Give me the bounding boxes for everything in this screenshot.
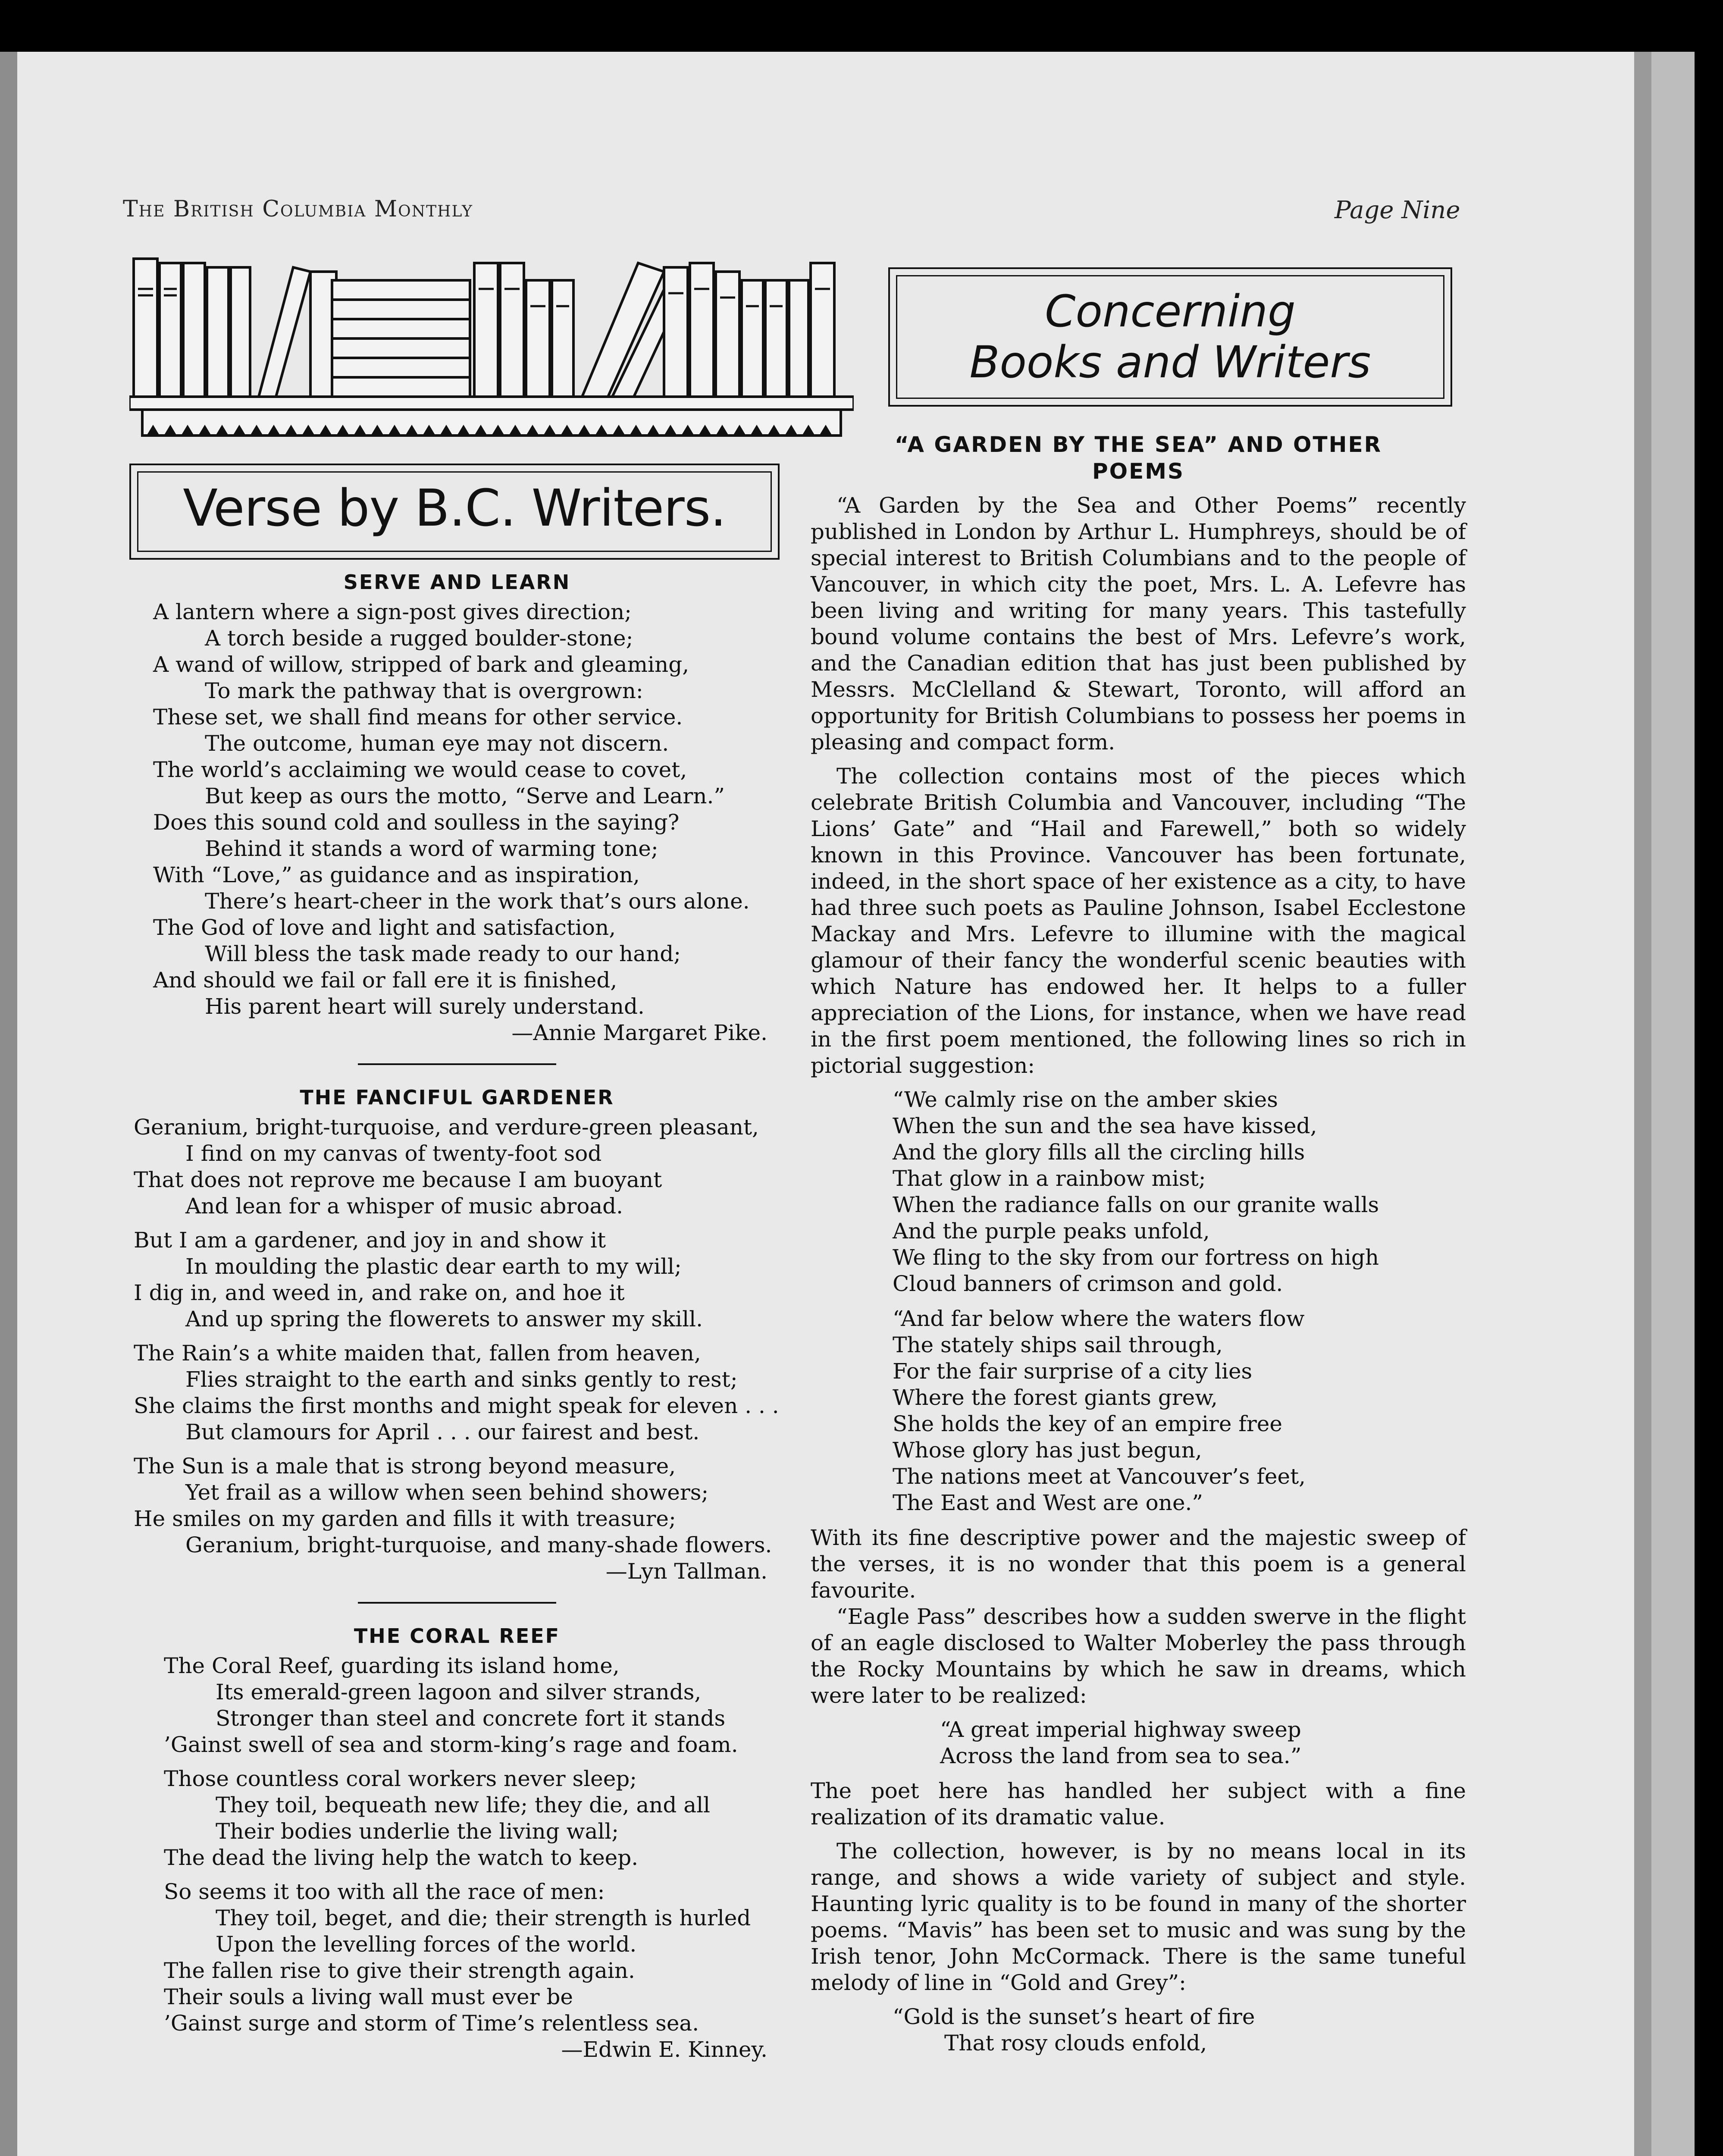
poem-line: They toil, bequeath new life; they die, and all: [216, 1792, 711, 1818]
poem-line: The outcome, human eye may not discern.: [205, 731, 669, 756]
article-paragraph: The poet here has handled her subject with a fine realization of its dramatic value.: [811, 1778, 1466, 1830]
poem-line: I dig in, and weed in, and rake on, and hoe it: [134, 1280, 625, 1305]
poem-line: The fallen rise to give their strength again.: [164, 1958, 635, 1983]
quoted-verse: [811, 1306, 1466, 1516]
poem-line: That glow in a rainbow mist;: [893, 1166, 1206, 1191]
poem-line: A wand of willow, stripped of bark and gleaming,: [153, 652, 689, 677]
quoted-verse: [811, 1717, 1466, 1769]
poem-line: His parent heart will surely understand.: [205, 994, 645, 1019]
poem-line: The dead the living help the watch to keep.: [164, 1845, 639, 1870]
poem-line: To mark the pathway that is overgrown:: [205, 678, 643, 703]
poem-line: “And far below where the waters flow: [893, 1306, 1305, 1331]
poems-column: [129, 569, 785, 2063]
poem-title-coral: THE CORAL REEF: [354, 1624, 561, 1648]
poem-line: Its emerald-green lagoon and silver strands,: [216, 1680, 702, 1705]
poem-line: ’Gainst surge and storm of Time’s relentless sea.: [164, 2011, 699, 2036]
poem-line: Geranium, bright-turquoise, and many-shade flowers.: [185, 1532, 772, 1557]
poem-line: A torch beside a rugged boulder-stone;: [205, 626, 633, 651]
poem-line: He smiles on my garden and fills it with treasure;: [134, 1506, 676, 1531]
poem-line: When the radiance falls on our granite walls: [893, 1192, 1379, 1217]
poem-line: The nations meet at Vancouver’s feet,: [893, 1464, 1306, 1489]
poem-serve-body: [129, 599, 785, 1020]
poem-line: The Coral Reef, guarding its island home,: [164, 1653, 620, 1678]
page-number: Page Nine: [1335, 196, 1460, 224]
poem-line: When the sun and the sea have kissed,: [893, 1113, 1317, 1138]
verse-heading-box: [129, 464, 780, 560]
poem-line: She claims the first months and might speak for eleven . . .: [134, 1393, 779, 1418]
poem-line: Their souls a living wall must ever be: [164, 1984, 573, 2009]
poem-line: And up spring the flowerets to answer my skill.: [185, 1307, 703, 1332]
poem-author-gardener: —Lyn Tallman.: [605, 1559, 768, 1584]
poem-line: And the purple peaks unfold,: [893, 1219, 1210, 1244]
poem-line: Upon the levelling forces of the world.: [216, 1932, 637, 1957]
poem-line: Behind it stands a word of warming tone;: [205, 836, 658, 861]
poem-line: “A great imperial highway sweep: [940, 1717, 1301, 1742]
article-title: “A GARDEN BY THE SEA” AND OTHER POEMS: [894, 432, 1382, 484]
article-paragraph: “Eagle Pass” describes how a sudden swerve in the flight of an eagle disclosed to Walter Moberley the pass through the Rocky Mountains by which he saw in dreams, which were later to be realized:: [811, 1604, 1466, 1708]
poem-line: I find on my canvas of twenty-foot sod: [185, 1141, 602, 1166]
poem-line: Where the forest giants grew,: [893, 1385, 1218, 1410]
article-column: [811, 431, 1466, 2056]
poem-line: Does this sound cold and soulless in the saying?: [153, 810, 680, 835]
poem-line: Cloud banners of crimson and gold.: [893, 1271, 1283, 1296]
poem-title-gardener: THE FANCIFUL GARDENER: [300, 1086, 614, 1109]
verse-heading: Verse by B.C. Writers.: [183, 478, 726, 538]
poem-line: For the fair surprise of a city lies: [893, 1359, 1253, 1384]
poem-line: “Gold is the sunset’s heart of fire: [893, 2004, 1255, 2029]
books-heading-box: [888, 267, 1452, 407]
article-paragraph: The collection contains most of the pieces which celebrate British Columbia and Vancouver, including “The Lions’ Gate” and “Hail and Farewell,” both so widely known in this Province. Vancouver has been fortunate, indeed, in the short space of her existence as a city, to have had three such poets as Pauline Johnson, Isabel Ecclestone Mackay and Mrs. Lefevre to illumine with the magical glamour of their fancy the wonderful scenic beauties with which Nature has endowed her. It helps to a fuller appreciation of the Lions, for instance, when we have read in the first poem mentioned, the following lines so rich in pictorial suggestion:: [811, 764, 1466, 1078]
poem-line: Across the land from sea to sea.”: [940, 1743, 1302, 1768]
poem-line: Stronger than steel and concrete fort it stands: [216, 1706, 726, 1731]
poem-line: A lantern where a sign-post gives direction;: [153, 599, 632, 624]
poem-line: There’s heart-cheer in the work that’s ours alone.: [205, 889, 750, 914]
poem-author-coral: —Edwin E. Kinney.: [561, 2037, 768, 2062]
poem-line: The stately ships sail through,: [893, 1332, 1223, 1357]
poem-line: But I am a gardener, and joy in and show it: [134, 1228, 606, 1253]
poem-line: And should we fail or fall ere it is finished,: [153, 968, 617, 993]
poem-line: “We calmly rise on the amber skies: [893, 1087, 1278, 1112]
page-left-edge: [0, 52, 17, 2156]
quoted-verse: [811, 2004, 1466, 2056]
article-paragraph: The collection, however, is by no means local in its range, and shows a wide variety of subject and style. Haunting lyric quality is to be found in many of the shorter poems. “Mavis” has been set to music and was sung by the Irish tenor, John McCormack. There is the same tuneful melody of line in “Gold and Grey”:: [811, 1839, 1466, 1995]
books-heading-line-1: Concerning: [1045, 286, 1296, 337]
poem-title-serve: SERVE AND LEARN: [343, 570, 571, 594]
poem-line: The Sun is a male that is strong beyond measure,: [134, 1454, 676, 1479]
poem-line: That does not reprove me because I am buoyant: [134, 1167, 662, 1192]
next-page-edge: [1651, 52, 1695, 2156]
poem-line: Their bodies underlie the living wall;: [216, 1819, 619, 1844]
poem-line: The world’s acclaiming we would cease to covet,: [153, 757, 687, 782]
poem-line: The God of love and light and satisfaction,: [153, 915, 616, 940]
poem-line: The East and West are one.”: [893, 1490, 1203, 1515]
poem-line: We fling to the sky from our fortress on high: [893, 1245, 1379, 1270]
poem-line: Whose glory has just begun,: [893, 1438, 1202, 1463]
poem-line: Flies straight to the earth and sinks gently to rest;: [185, 1367, 738, 1392]
poem-line: And the glory fills all the circling hills: [893, 1140, 1305, 1165]
poem-author-serve: —Annie Margaret Pike.: [511, 1020, 768, 1045]
poem-line: With “Love,” as guidance and as inspiration,: [153, 862, 640, 887]
article-paragraph: “A Garden by the Sea and Other Poems” recently published in London by Arthur L. Humphreys, should be of special interest to British Columbians and to the people of Vancouver, in which city the poet, Mrs. L. A. Lefevre has been living and writing for many years. This tastefully bound volume contains the best of Mrs. Lefevre’s work, and the Canadian edition that has just been published by Messrs. McClelland & Stewart, Toronto, will afford an opportunity for British Columbians to possess her poems in pleasing and compact form.: [811, 493, 1466, 755]
poem-line: These set, we shall find means for other service.: [153, 705, 683, 730]
bookshelf-illustration: [129, 254, 854, 444]
page-gutter-shadow: [1634, 52, 1651, 2156]
poem-gardener-body: [129, 1114, 785, 1558]
poem-line: Geranium, bright-turquoise, and verdure-green pleasant,: [134, 1115, 759, 1140]
books-heading-line-2: Books and Writers: [969, 337, 1371, 388]
poem-line: Will bless the task made ready to our hand;: [205, 941, 681, 966]
poem-line: And lean for a whisper of music abroad.: [185, 1194, 623, 1219]
poem-line: So seems it too with all the race of men:: [164, 1879, 605, 1904]
quoted-verse: [811, 1087, 1466, 1297]
poem-line: Those countless coral workers never sleep;: [164, 1766, 637, 1791]
poem-line: In moulding the plastic dear earth to my will;: [185, 1254, 682, 1279]
article-paragraph: With its fine descriptive power and the majestic sweep of the verses, it is no wonder that this poem is a general favourite.: [811, 1525, 1466, 1603]
books-heading: [890, 286, 1450, 388]
poem-line: But keep as ours the motto, “Serve and Learn.”: [205, 783, 725, 808]
poem-line: ’Gainst swell of sea and storm-king’s rage and foam.: [164, 1732, 738, 1757]
poem-line: But clamours for April . . . our fairest and best.: [185, 1420, 700, 1445]
poem-line: She holds the key of an empire free: [893, 1411, 1282, 1436]
poem-coral-body: [129, 1653, 785, 2037]
poem-line: They toil, beget, and die; their strength is hurled: [216, 1905, 751, 1930]
poem-line: Yet frail as a willow when seen behind showers;: [185, 1480, 709, 1505]
running-header-title: The British Columbia Monthly: [123, 196, 473, 222]
poem-line: The Rain’s a white maiden that, fallen from heaven,: [134, 1341, 701, 1366]
poem-line: That rosy clouds enfold,: [944, 2031, 1207, 2056]
